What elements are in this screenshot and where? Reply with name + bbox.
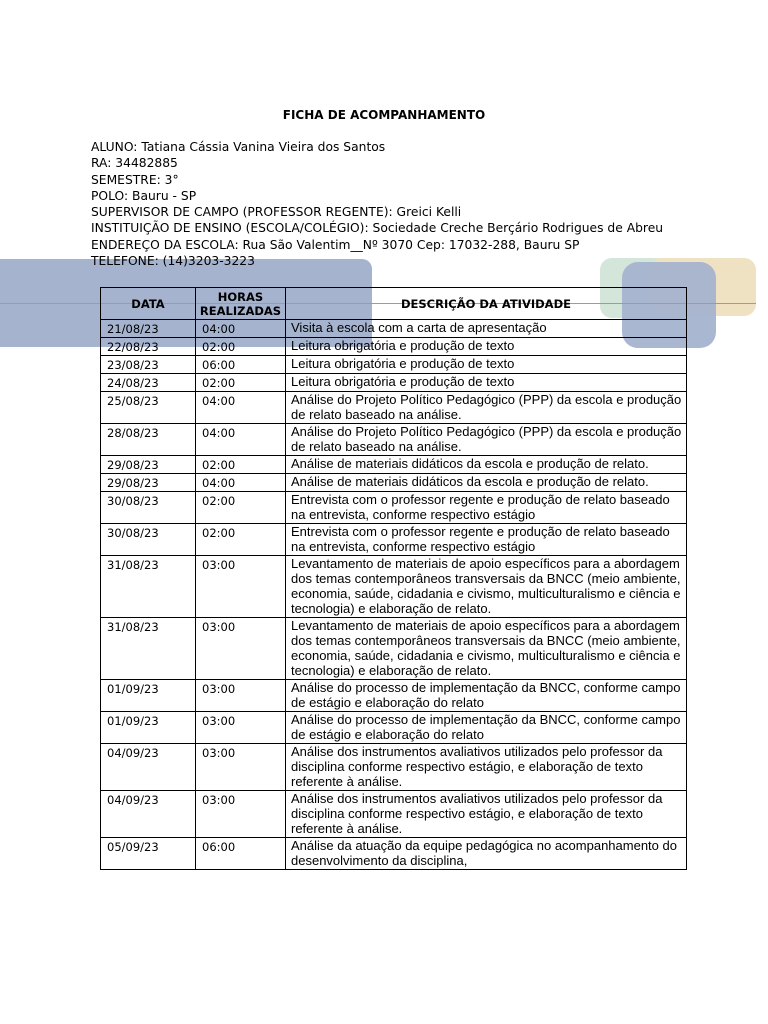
semester: SEMESTRE: 3° <box>91 172 179 187</box>
row-date: 05/09/23 <box>101 838 196 870</box>
row-date: 28/08/23 <box>101 424 196 456</box>
table-row <box>101 838 687 870</box>
table-row <box>101 474 687 492</box>
row-description: Leitura obrigatória e produção de texto <box>286 374 687 392</box>
row-date: 21/08/23 <box>101 320 196 338</box>
row-date: 22/08/23 <box>101 338 196 356</box>
row-hours: 03:00 <box>196 618 286 680</box>
table-row <box>101 424 687 456</box>
table-row <box>101 338 687 356</box>
row-date: 23/08/23 <box>101 356 196 374</box>
table-row <box>101 374 687 392</box>
row-hours: 04:00 <box>196 474 286 492</box>
row-hours: 04:00 <box>196 320 286 338</box>
row-hours: 03:00 <box>196 556 286 618</box>
table-row <box>101 356 687 374</box>
row-description: Levantamento de materiais de apoio específicos para a abordagem dos temas contemporâneos transversais da BNCC (meio ambiente, economia, saúde, cidadania e civismo, multiculturalismo e ciência e tecnologia) e elaboração de relato. <box>286 618 687 680</box>
row-date: 01/09/23 <box>101 712 196 744</box>
row-hours: 02:00 <box>196 492 286 524</box>
row-date: 29/08/23 <box>101 474 196 492</box>
row-description: Análise dos instrumentos avaliativos utilizados pelo professor da disciplina conforme respectivo estágio, e elaboração de texto referente à análise. <box>286 791 687 838</box>
student-info <box>91 139 663 269</box>
row-hours: 06:00 <box>196 356 286 374</box>
row-hours: 03:00 <box>196 744 286 791</box>
row-description: Análise do Projeto Político Pedagógico (PPP) da escola e produção de relato baseado na análise. <box>286 424 687 456</box>
student-name: ALUNO: Tatiana Cássia Vanina Vieira dos Santos <box>91 140 386 154</box>
row-hours: 02:00 <box>196 374 286 392</box>
institution: INSTITUIÇÃO DE ENSINO (ESCOLA/COLÉGIO): Sociedade Creche Berçário Rodrigues de Abreu <box>91 221 664 236</box>
row-date: 01/09/23 <box>101 680 196 712</box>
row-hours: 03:00 <box>196 791 286 838</box>
table-header-row <box>101 288 687 320</box>
row-description: Análise de materiais didáticos da escola e produção de relato. <box>286 474 687 492</box>
row-date: 30/08/23 <box>101 492 196 524</box>
table-row <box>101 618 687 680</box>
row-hours: 02:00 <box>196 524 286 556</box>
row-date: 31/08/23 <box>101 618 196 680</box>
column-header-description: DESCRIÇÃO DA ATIVIDADE <box>286 288 687 320</box>
row-date: 04/09/23 <box>101 744 196 791</box>
row-description: Leitura obrigatória e produção de texto <box>286 356 687 374</box>
row-hours: 03:00 <box>196 680 286 712</box>
table-row <box>101 492 687 524</box>
table-row <box>101 524 687 556</box>
supervisor: SUPERVISOR DE CAMPO (PROFESSOR REGENTE): Greici Kelli <box>91 205 462 220</box>
phone: TELEFONE: (14)3203-3223 <box>91 254 255 269</box>
table-row <box>101 392 687 424</box>
page-title: FICHA DE ACOMPANHAMENTO <box>282 108 486 122</box>
row-date: 04/09/23 <box>101 791 196 838</box>
row-date: 30/08/23 <box>101 524 196 556</box>
column-header-date: DATA <box>101 288 196 320</box>
row-description: Análise do processo de implementação da BNCC, conforme campo de estágio e elaboração do relato <box>286 712 687 744</box>
row-description: Análise de materiais didáticos da escola e produção de relato. <box>286 456 687 474</box>
row-hours: 02:00 <box>196 338 286 356</box>
row-description: Análise do Projeto Político Pedagógico (PPP) da escola e produção de relato baseado na análise. <box>286 392 687 424</box>
table-row <box>101 712 687 744</box>
row-date: 24/08/23 <box>101 374 196 392</box>
table-row <box>101 791 687 838</box>
row-description: Entrevista com o professor regente e produção de relato baseado na entrevista, conforme respectivo estágio <box>286 524 687 556</box>
row-description: Análise dos instrumentos avaliativos utilizados pelo professor da disciplina conforme respectivo estágio, e elaboração de texto referente à análise. <box>286 744 687 791</box>
table-row <box>101 744 687 791</box>
row-description: Entrevista com o professor regente e produção de relato baseado na entrevista, conforme respectivo estágio <box>286 492 687 524</box>
row-hours: 02:00 <box>196 456 286 474</box>
row-hours: 03:00 <box>196 712 286 744</box>
column-header-hours: HORAS REALIZADAS <box>196 288 286 320</box>
row-hours: 04:00 <box>196 392 286 424</box>
row-description: Levantamento de materiais de apoio específicos para a abordagem dos temas contemporâneos transversais da BNCC (meio ambiente, economia, saúde, cidadania e civismo, multiculturalismo e ciência e tecnologia) e elaboração de relato. <box>286 556 687 618</box>
row-hours: 06:00 <box>196 838 286 870</box>
row-description: Análise do processo de implementação da BNCC, conforme campo de estágio e elaboração do relato <box>286 680 687 712</box>
student-ra: RA: 34482885 <box>91 156 178 171</box>
activities-table <box>100 287 687 870</box>
table-row <box>101 680 687 712</box>
row-description: Leitura obrigatória e produção de texto <box>286 338 687 356</box>
school-address: ENDEREÇO DA ESCOLA: Rua São Valentim__Nº 3070 Cep: 17032-288, Bauru SP <box>91 237 580 252</box>
table-body <box>101 320 687 870</box>
row-date: 31/08/23 <box>101 556 196 618</box>
table-row <box>101 456 687 474</box>
table-row <box>101 556 687 618</box>
row-hours: 04:00 <box>196 424 286 456</box>
row-date: 29/08/23 <box>101 456 196 474</box>
row-description: Análise da atuação da equipe pedagógica no acompanhamento do desenvolvimento da disciplina, <box>286 838 687 870</box>
row-description: Visita à escola com a carta de apresentação <box>286 320 687 338</box>
polo: POLO: Bauru - SP <box>91 188 197 203</box>
row-date: 25/08/23 <box>101 392 196 424</box>
table-row <box>101 320 687 338</box>
